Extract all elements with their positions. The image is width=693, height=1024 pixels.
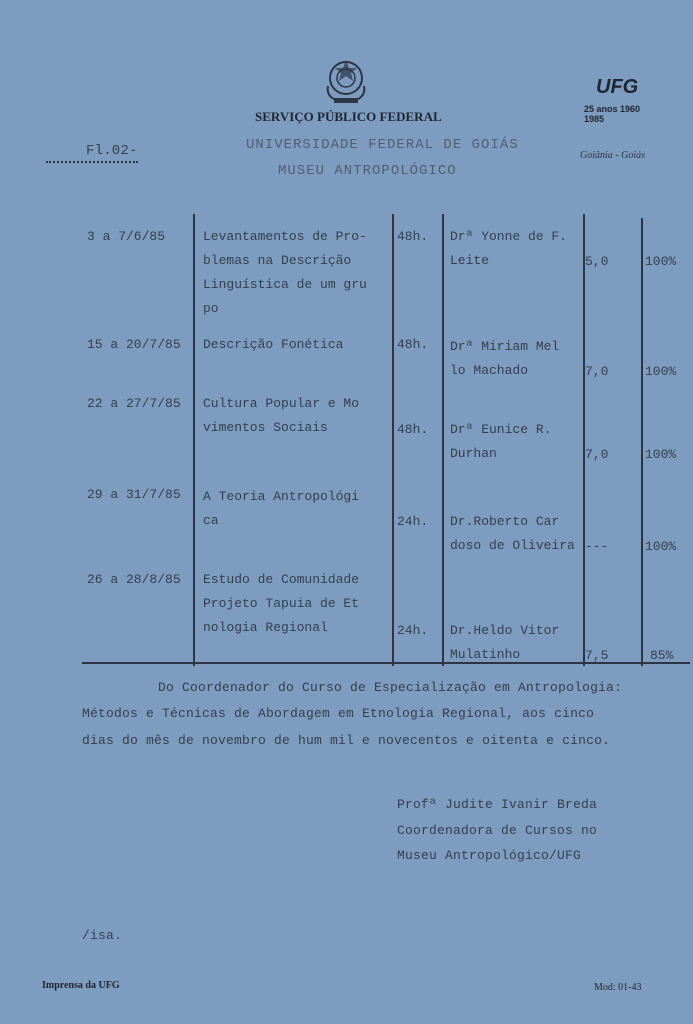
course-teacher: Drª Miriam Mel lo Machado xyxy=(450,339,560,378)
table-column-divider xyxy=(442,214,444,666)
course-date: 29 a 31/7/85 xyxy=(87,487,181,502)
closing-line: dias do mês de novembro de hum mil e novecentos e oitenta e cinco. xyxy=(82,733,611,748)
course-hours: 48h. xyxy=(397,337,429,352)
course-hours: 48h. xyxy=(397,229,429,244)
course-title: Estudo de Comunidade Projeto Tapuia de Et nologia Regional xyxy=(203,572,360,635)
page-reference: Fl.02- xyxy=(86,143,138,159)
course-grade: --- xyxy=(585,539,609,554)
closing-line: Métodos e Técnicas de Abordagem em Etnologia Regional, aos cinco xyxy=(82,706,595,721)
table-column-divider xyxy=(641,218,643,666)
course-hours: 24h. xyxy=(397,623,429,638)
table-column-divider xyxy=(583,214,585,666)
course-teacher: Dr.Heldo Vitor Mulatinho xyxy=(450,623,560,662)
page-reference-underline xyxy=(46,161,138,163)
signature-name: Profª Judite Ivanir Breda xyxy=(397,797,598,812)
city-label: Goiânia - Goiás xyxy=(580,150,645,161)
course-hours: 24h. xyxy=(397,514,429,529)
course-date: 22 a 27/7/85 xyxy=(87,396,181,411)
table-column-divider xyxy=(392,214,394,666)
course-attendance: 85% xyxy=(650,648,674,663)
printer-label: Imprensa da UFG xyxy=(42,980,120,991)
course-attendance: 100% xyxy=(645,254,677,269)
course-teacher: Drª Eunice R. Durhan xyxy=(450,422,552,461)
course-date: 15 a 20/7/85 xyxy=(87,337,181,352)
ufg-logo-subtitle: 25 anos 1960 1985 xyxy=(584,104,641,124)
course-teacher: Drª Yonne de F. Leite xyxy=(450,229,568,268)
ufg-25-anos-logo xyxy=(584,76,656,132)
course-date: 26 a 28/8/85 xyxy=(87,572,181,587)
course-grade: 7,0 xyxy=(585,364,609,379)
signature-role: Coordenadora de Cursos no xyxy=(397,823,598,838)
course-teacher: Dr.Roberto Car doso de Oliveira xyxy=(450,514,575,553)
course-grade: 7,5 xyxy=(585,648,609,663)
course-attendance: 100% xyxy=(645,539,677,554)
museum-name: MUSEU ANTROPOLÓGICO xyxy=(278,163,457,179)
course-title: Levantamentos de Pro- blemas na Descrição Linguística de um gru po xyxy=(203,229,367,316)
service-heading: SERVIÇO PÚBLICO FEDERAL xyxy=(255,109,442,124)
university-name: UNIVERSIDADE FEDERAL DE GOIÁS xyxy=(246,137,519,153)
course-attendance: 100% xyxy=(645,447,677,462)
form-code: Mod: 01-43 xyxy=(594,982,642,993)
course-attendance: 100% xyxy=(645,364,677,379)
signature-organization: Museu Antropológico/UFG xyxy=(397,848,582,863)
ufg-logo-text: UFG xyxy=(596,76,639,98)
typist-initials: /isa. xyxy=(82,928,123,943)
closing-line: Do Coordenador do Curso de Especialização em Antropologia: xyxy=(158,680,623,695)
table-column-divider xyxy=(193,214,195,666)
course-hours: 48h. xyxy=(397,422,429,437)
course-date: 3 a 7/6/85 xyxy=(87,229,166,244)
course-grade: 7,0 xyxy=(585,447,609,462)
course-title: A Teoria Antropológi ca xyxy=(203,489,360,528)
coat-of-arms-emblem xyxy=(322,56,370,106)
course-title: Cultura Popular e Mo vimentos Sociais xyxy=(203,396,360,435)
course-grade: 5,0 xyxy=(585,254,609,269)
course-title: Descrição Fonética xyxy=(203,337,344,352)
